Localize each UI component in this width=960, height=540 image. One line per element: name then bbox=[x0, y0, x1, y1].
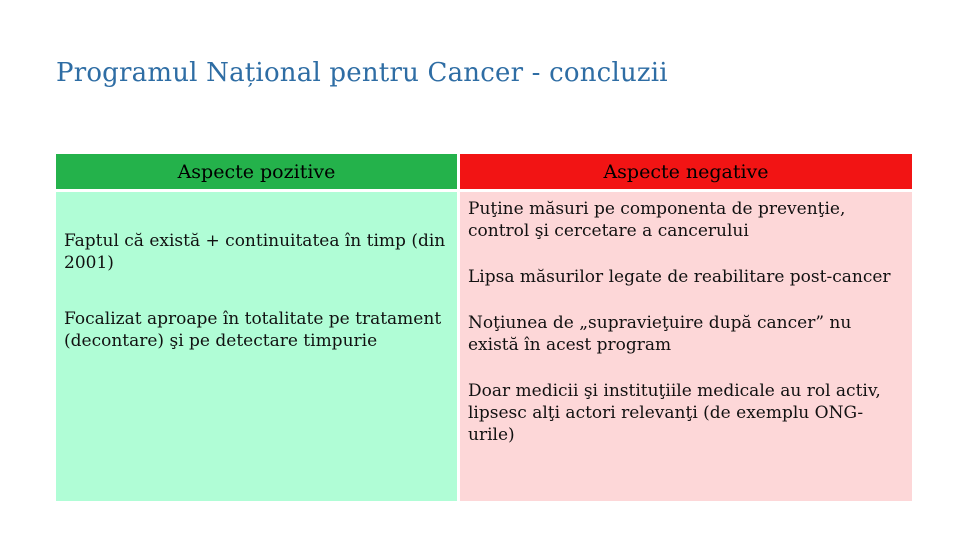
header-negative-aspects: Aspecte negative bbox=[460, 154, 912, 189]
slide-title: Programul Național pentru Cancer - concluzii bbox=[56, 58, 668, 88]
positive-aspects-cell bbox=[56, 192, 457, 501]
negative-item: Lipsa măsurilor legate de reabilitare post-cancer bbox=[468, 267, 891, 287]
negative-item: Doar medicii şi instituţiile medicale au rol activ, lipsesc alţi actori relevanţi (de exemplu ONG-urile) bbox=[468, 381, 881, 445]
negative-item: Puţine măsuri pe componenta de prevenţie, control şi cercetare a cancerului bbox=[468, 199, 846, 241]
positive-item: Focalizat aproape în totalitate pe tratament (decontare) şi pe detectare timpurie bbox=[64, 309, 442, 351]
negative-aspects-cell bbox=[460, 192, 912, 501]
negative-item: Noţiunea de „supravieţuire după cancer” nu există în acest program bbox=[468, 313, 852, 355]
positive-item: Faptul că există + continuitatea în timp (din 2001) bbox=[64, 231, 446, 273]
comparison-table bbox=[56, 154, 909, 498]
header-positive-aspects: Aspecte pozitive bbox=[56, 154, 457, 189]
